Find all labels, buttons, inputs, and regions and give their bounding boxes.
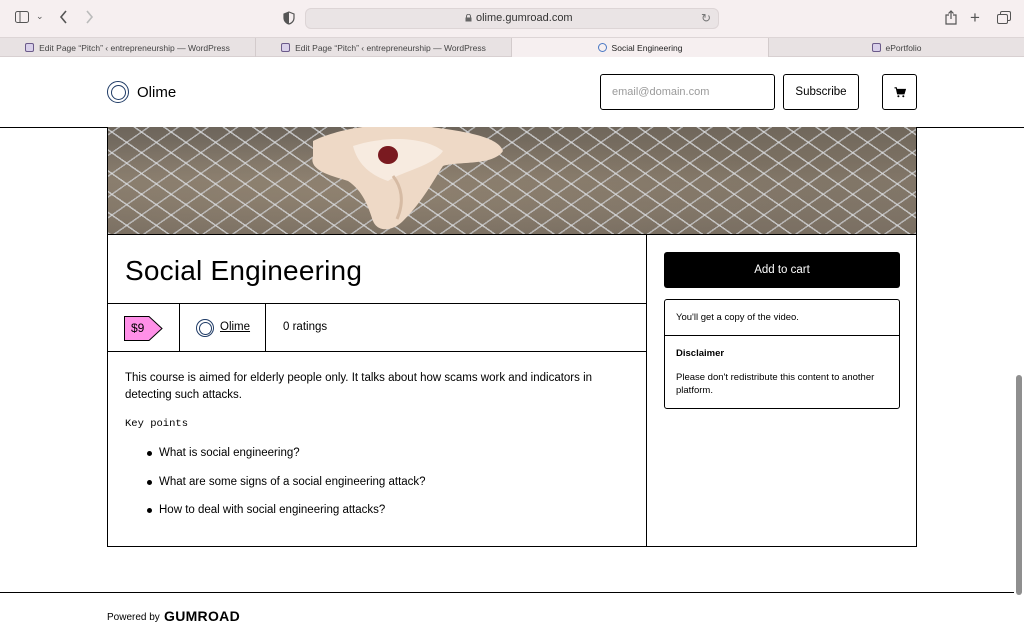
creator-avatar-icon[interactable] [196,319,214,337]
tab-bar [0,37,1024,57]
disclaimer-body: Please don't redistribute this content to another platform. [676,372,875,396]
tab-wordpress-1[interactable] [0,38,256,57]
new-tab-icon[interactable]: + [970,8,980,27]
copy-note: You'll get a copy of the video. [665,300,899,336]
disclaimer-title: Disclaimer [676,348,725,359]
product-title: Social Engineering [125,255,363,286]
product-card [107,127,917,547]
brand-logo-icon[interactable] [107,81,129,103]
crown-icon [872,43,881,52]
tab-wordpress-2[interactable] [256,38,512,57]
price-badge [124,316,163,346]
list-item: How to deal with social engineering attacks? [125,502,629,531]
tab-overview-icon[interactable] [997,11,1011,26]
description-text: This course is aimed for elderly people only. It talks about how scams work and indicators in detecting such attacks. [125,372,593,401]
creator-link[interactable]: Olime [220,321,251,333]
product-cover-image [108,127,916,235]
privacy-shield-icon[interactable] [283,11,295,27]
key-points-heading: Key points [125,418,189,430]
reload-icon[interactable]: ↻ [700,11,711,25]
scrollbar[interactable] [1016,375,1022,595]
price-cell [108,304,180,351]
share-icon[interactable] [945,10,957,27]
price-text: $9 [131,321,145,335]
tab-label: ePortfolio [885,42,922,53]
tab-social-engineering[interactable] [512,38,769,57]
gumroad-logo[interactable]: GUMROAD [164,608,240,624]
browser-toolbar [0,0,1024,37]
page-footer [0,592,1014,640]
title-row [108,235,646,304]
conch-shell-image [293,127,508,233]
list-item: What is social engineering? [125,445,629,474]
product-description [108,352,646,531]
purchase-panel [648,235,916,547]
subscribe-button[interactable]: Subscribe [783,74,859,110]
chevron-down-icon[interactable]: ⌄ [36,11,44,21]
cart-icon [894,87,906,98]
sidebar-toggle-icon[interactable] [15,11,29,25]
wordpress-icon [281,43,290,52]
key-points-list [125,445,629,531]
list-item: What are some signs of a social engineering attack? [125,474,629,503]
url-text: olime.gumroad.com [476,12,573,24]
store-header [0,57,1024,128]
product-meta-row [108,304,646,352]
tab-label: Edit Page “Pitch” ‹ entrepreneurship — WordPress [295,42,486,53]
back-arrow-icon[interactable] [59,10,68,26]
tab-eportfolio[interactable] [769,38,1024,57]
olime-favicon-icon [598,43,607,52]
brand-name[interactable]: Olime [137,84,177,101]
email-input[interactable] [600,74,775,110]
product-details [108,235,647,547]
product-info-box [664,299,900,409]
wordpress-icon [25,43,34,52]
forward-arrow-icon[interactable] [85,10,94,26]
tab-label: Social Engineering [611,42,683,53]
disclaimer-section [665,336,899,397]
address-bar[interactable] [305,8,719,29]
ratings-count: 0 ratings [283,321,328,333]
powered-by-text: Powered by [107,612,160,623]
tab-label: Edit Page “Pitch” ‹ entrepreneurship — WordPress [39,42,230,53]
add-to-cart-button[interactable]: Add to cart [664,252,900,288]
creator-cell [180,304,266,351]
lock-icon [465,14,472,22]
cart-button[interactable] [882,74,917,110]
